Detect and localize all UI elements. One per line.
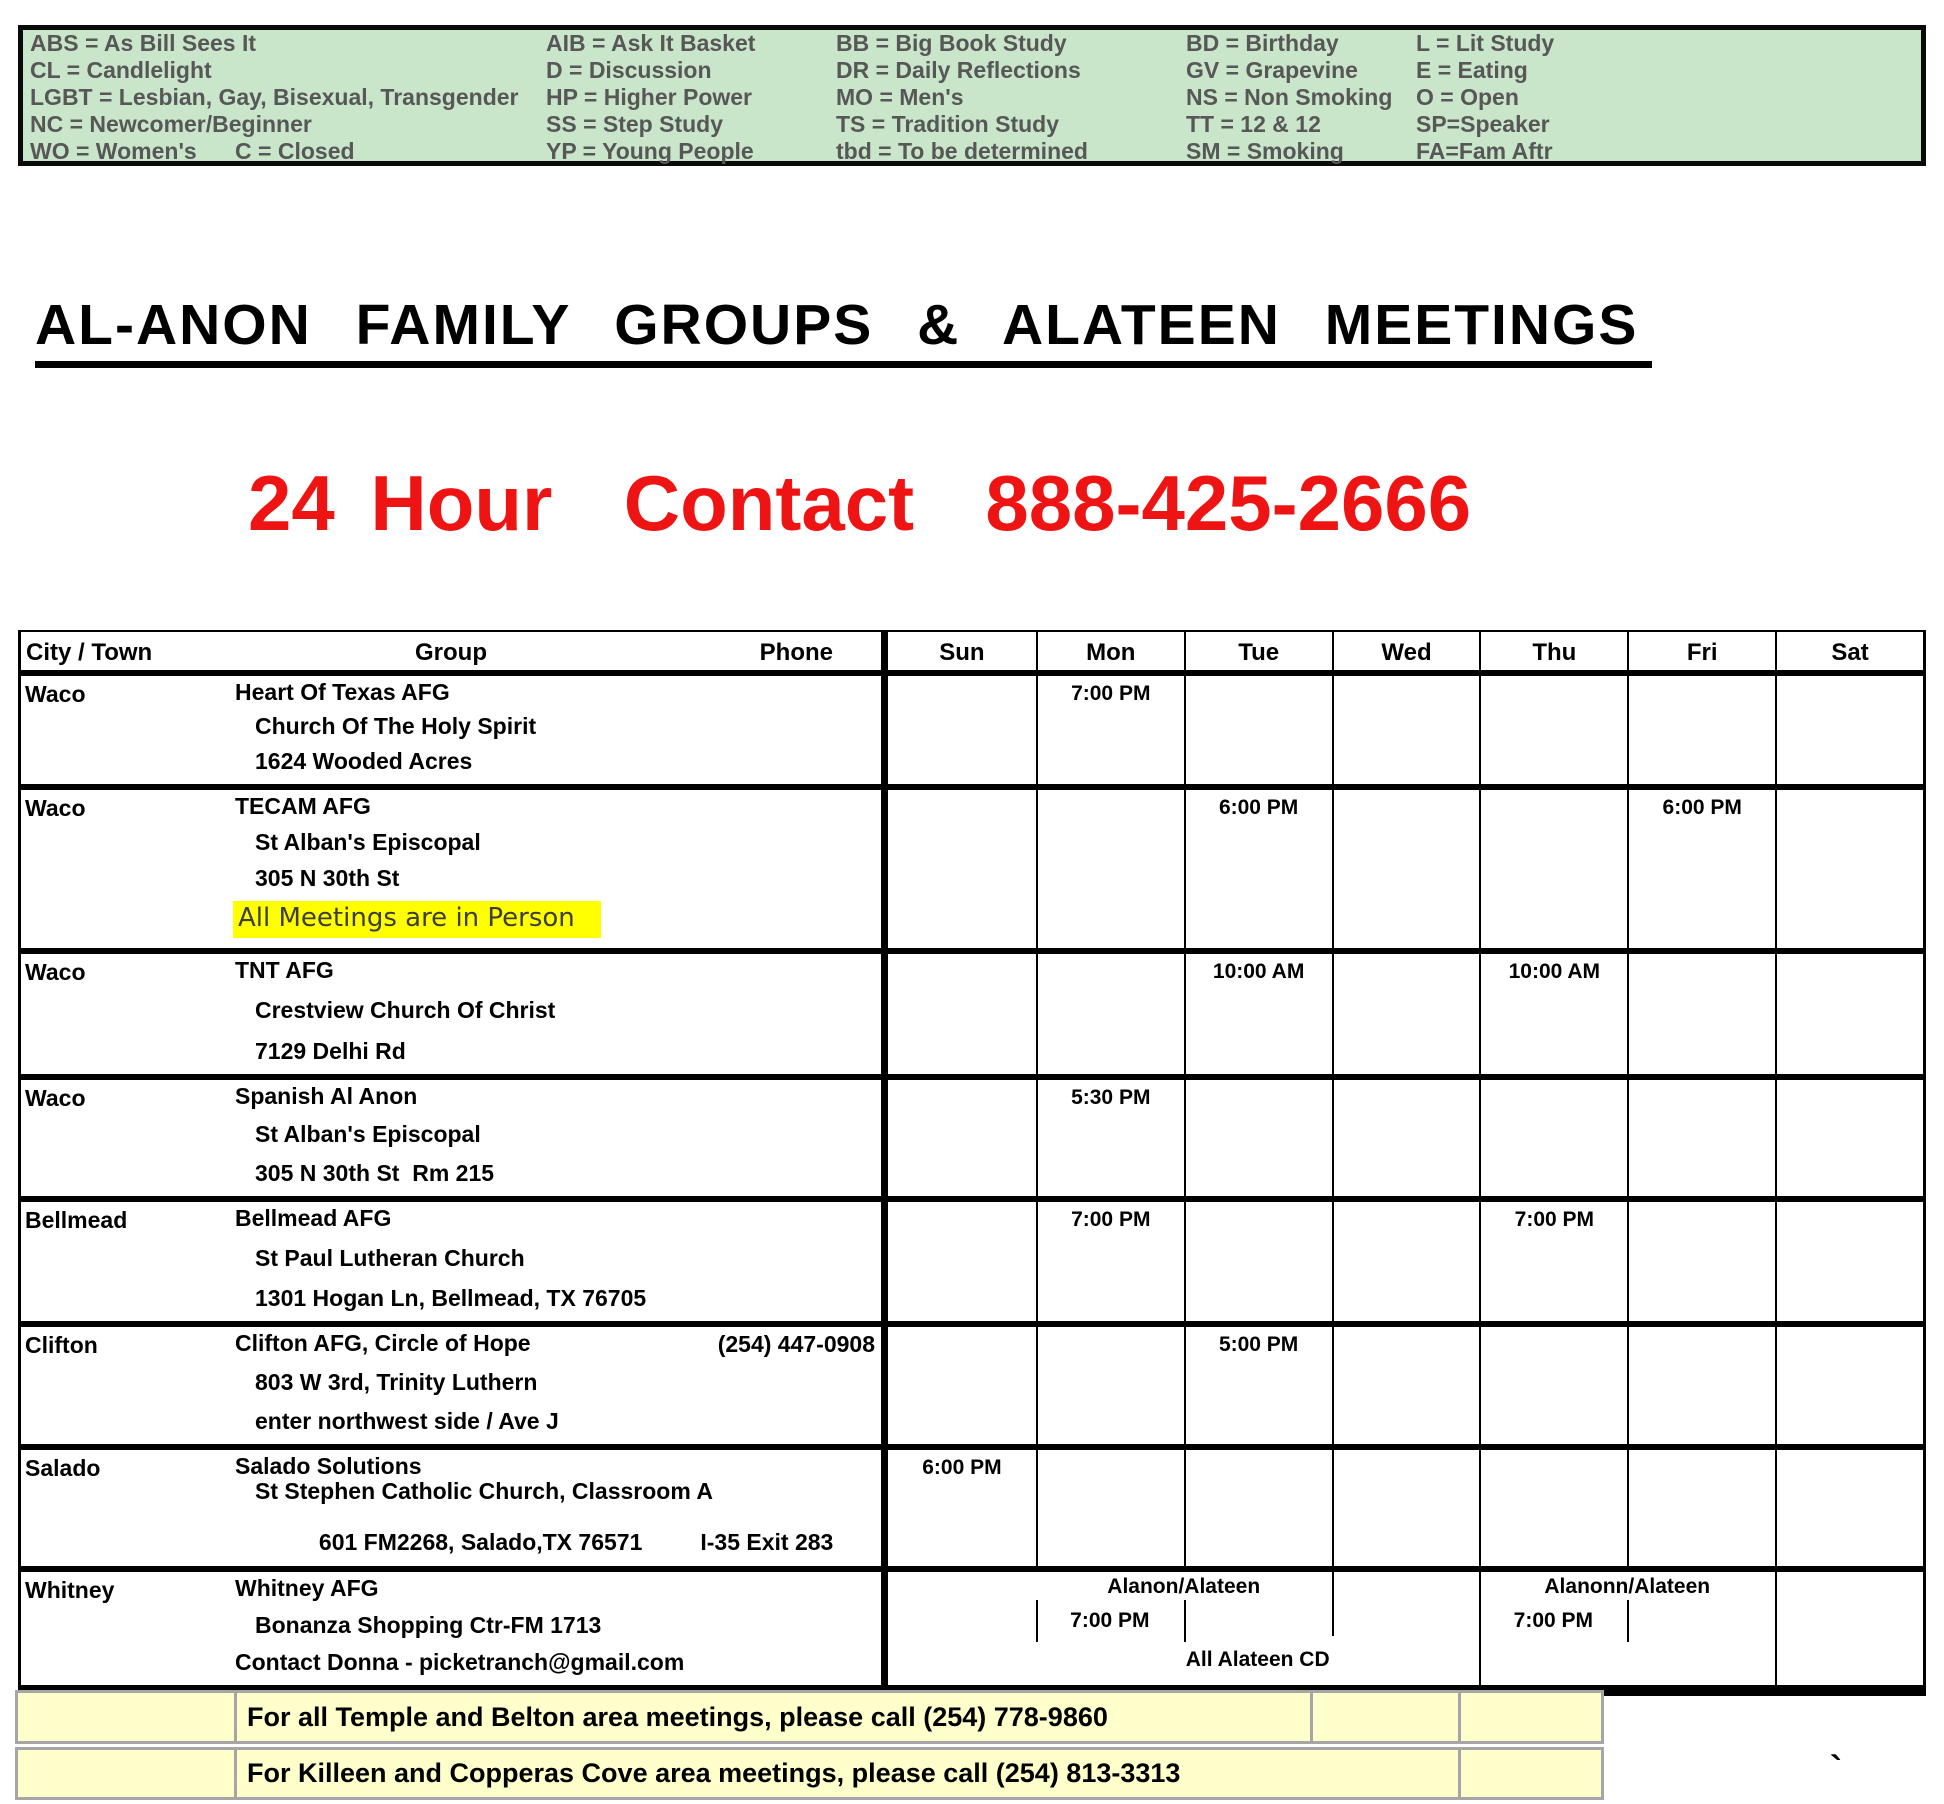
- group-location: St Paul Lutheran Church: [255, 1244, 525, 1271]
- grid-line: [1479, 1572, 1481, 1685]
- group-cell: [233, 1080, 881, 1196]
- time-fri: [1627, 954, 1775, 1074]
- time-tue: [1184, 1080, 1332, 1196]
- time-tue: 10:00 AM: [1184, 954, 1332, 1074]
- legend-entry: FA=Fam Aftr: [1416, 138, 1553, 164]
- legend-entry: WO = Women's C = Closed: [30, 138, 355, 164]
- table-row: [21, 1327, 1923, 1450]
- table-row: [21, 1080, 1923, 1202]
- col-header-group-phone: [233, 632, 881, 670]
- group-address: 1301 Hogan Ln, Bellmead, TX 76705: [255, 1284, 647, 1311]
- city-cell: Waco: [25, 1085, 86, 1111]
- time-sun: [888, 790, 1036, 948]
- time-mon: [1036, 954, 1184, 1074]
- table-row: [21, 676, 1923, 790]
- time-wed: [1332, 790, 1480, 948]
- footer-empty-cell: [1458, 1693, 1601, 1741]
- city-cell: Waco: [25, 959, 86, 985]
- col-header-wed: Wed: [1332, 632, 1480, 670]
- col-header-sat: Sat: [1775, 632, 1923, 670]
- group-address: 1624 Wooded Acres: [255, 747, 473, 774]
- legend-entry: ABS = As Bill Sees It: [30, 30, 257, 56]
- day-cells: [881, 676, 1923, 784]
- time-mon: [1036, 1327, 1184, 1444]
- group-name: Bellmead AFG: [235, 1205, 392, 1231]
- col-header-city: City / Town: [26, 639, 153, 666]
- legend-entry: CL = Candlelight: [30, 57, 212, 83]
- time-thu: 7:00 PM: [1513, 1609, 1594, 1632]
- time-thu: 10:00 AM: [1479, 954, 1627, 1074]
- group-location: 803 W 3rd, Trinity Luthern: [255, 1368, 538, 1395]
- time-wed: [1332, 1080, 1480, 1196]
- legend-entry: E = Eating: [1416, 57, 1528, 83]
- time-sun: [888, 954, 1036, 1074]
- legend-entry: SS = Step Study: [546, 111, 724, 137]
- time-fri: [1627, 676, 1775, 784]
- footer-note-temple-belton: For all Temple and Belton area meetings, please call (254) 778-9860: [234, 1693, 1310, 1741]
- footer-row: [15, 1690, 1604, 1744]
- legend-entry: YP = Young People: [546, 138, 754, 164]
- city-cell: Clifton: [25, 1332, 98, 1358]
- time-sat: [1775, 1202, 1923, 1321]
- time-sat: [1775, 954, 1923, 1074]
- group-contact: Contact Donna - picketranch@gmail.com: [235, 1648, 685, 1675]
- legend-entry: BD = Birthday: [1186, 30, 1339, 56]
- time-mon: [1036, 790, 1184, 948]
- time-mon: 7:00 PM: [1070, 1609, 1150, 1632]
- day-cells: [881, 1080, 1923, 1196]
- time-mon: 7:00 PM: [1036, 1202, 1184, 1321]
- time-wed: [1332, 954, 1480, 1074]
- time-tue: [1184, 1450, 1332, 1566]
- page-title: AL-ANON FAMILY GROUPS & ALATEEN MEETINGS: [35, 292, 1652, 368]
- time-sat: [1775, 1327, 1923, 1444]
- alanon-alateen-label: Alanonn/Alateen: [1544, 1575, 1711, 1598]
- group-cell: [233, 1572, 881, 1685]
- group-location: St Stephen Catholic Church, Classroom A: [255, 1478, 713, 1505]
- footer-empty-cell: [1458, 1750, 1601, 1797]
- footer-notes: [15, 1690, 1604, 1800]
- time-sun: [888, 1327, 1036, 1444]
- table-header-row: [21, 632, 1923, 676]
- day-cells: [881, 1202, 1923, 1321]
- footer-empty-cell: [18, 1750, 234, 1797]
- day-cells: [881, 790, 1923, 948]
- time-thu: [1479, 790, 1627, 948]
- grid-line: [1627, 1600, 1629, 1642]
- time-tue: [1184, 1202, 1332, 1321]
- col-header-group: Group: [415, 639, 487, 666]
- time-fri: [1627, 1327, 1775, 1444]
- legend-entry: SP=Speaker: [1416, 111, 1550, 137]
- legend-entry: tbd = To be determined: [836, 138, 1088, 164]
- time-sun: [888, 1080, 1036, 1196]
- time-sat: [1775, 790, 1923, 948]
- time-sun: [888, 676, 1036, 784]
- group-cell: [233, 1202, 881, 1321]
- group-address: 7129 Delhi Rd: [255, 1037, 406, 1064]
- legend-entry: LGBT = Lesbian, Gay, Bisexual, Transgender: [30, 84, 519, 110]
- legend-entry: HP = Higher Power: [546, 84, 753, 110]
- grid-line: [1036, 1600, 1038, 1642]
- col-header-thu: Thu: [1479, 632, 1627, 670]
- time-fri: 6:00 PM: [1627, 790, 1775, 948]
- time-thu: 7:00 PM: [1479, 1202, 1627, 1321]
- legend-entry: SM = Smoking: [1186, 138, 1344, 164]
- table-row: [21, 790, 1923, 954]
- time-sun: [888, 1202, 1036, 1321]
- group-cell: [233, 954, 881, 1074]
- group-location: St Alban's Episcopal: [255, 1121, 481, 1148]
- group-location: Crestview Church Of Christ: [255, 997, 556, 1024]
- table-row: [21, 1450, 1923, 1572]
- time-wed: [1332, 676, 1480, 784]
- col-header-mon: Mon: [1036, 632, 1184, 670]
- time-fri: [1627, 1450, 1775, 1566]
- group-location: Bonanza Shopping Ctr-FM 1713: [255, 1611, 602, 1638]
- group-cell: [233, 790, 881, 948]
- group-address-line: [255, 1505, 881, 1581]
- time-thu: [1479, 1327, 1627, 1444]
- time-sat: [1775, 676, 1923, 784]
- exit-note: I-35 Exit 283: [700, 1528, 834, 1555]
- group-name: TNT AFG: [235, 957, 334, 983]
- day-cells: [881, 954, 1923, 1074]
- day-headers: [881, 632, 1923, 670]
- city-cell: Waco: [25, 795, 86, 821]
- legend-entry: TT = 12 & 12: [1186, 111, 1321, 137]
- time-tue: [1184, 676, 1332, 784]
- group-address: 305 N 30th St: [255, 864, 400, 891]
- legend-entry: AIB = Ask It Basket: [546, 30, 756, 56]
- footer-empty-cell: [1310, 1693, 1458, 1741]
- group-address: enter northwest side / Ave J: [255, 1407, 559, 1434]
- group-phone-number: (254) 447-0908: [717, 1331, 875, 1357]
- grid-line: [1332, 1572, 1334, 1636]
- group-location: Church Of The Holy Spirit: [255, 713, 537, 740]
- footer-empty-cell: [18, 1693, 234, 1741]
- group-address: 305 N 30th St Rm 215: [255, 1159, 495, 1186]
- group-name: Salado Solutions: [235, 1453, 422, 1479]
- legend-box: [18, 25, 1926, 166]
- time-tue: 5:00 PM: [1184, 1327, 1332, 1444]
- time-fri: [1627, 1202, 1775, 1321]
- time-tue: 6:00 PM: [1184, 790, 1332, 948]
- alanon-alateen-label: Alanon/Alateen: [1107, 1575, 1261, 1598]
- day-cells: [881, 1327, 1923, 1444]
- group-cell: [233, 1450, 881, 1566]
- legend-entry: NS = Non Smoking: [1186, 84, 1393, 110]
- time-sun: 6:00 PM: [922, 1456, 1002, 1479]
- time-mon: 7:00 PM: [1036, 676, 1184, 784]
- group-cell: [233, 1327, 881, 1444]
- city-cell: Bellmead: [25, 1207, 128, 1233]
- col-header-tue: Tue: [1184, 632, 1332, 670]
- legend-entry: NC = Newcomer/Beginner: [30, 111, 312, 137]
- table-row: [21, 1572, 1923, 1693]
- time-mon: 5:30 PM: [1036, 1080, 1184, 1196]
- table-row: [21, 1202, 1923, 1327]
- group-cell: [233, 676, 881, 784]
- group-name: Whitney AFG: [235, 1575, 379, 1601]
- grid-line: [1775, 1572, 1777, 1685]
- group-name: Clifton AFG, Circle of Hope: [235, 1330, 531, 1356]
- footer-row: [15, 1747, 1604, 1800]
- group-location: St Alban's Episcopal: [255, 828, 481, 855]
- col-header-fri: Fri: [1627, 632, 1775, 670]
- time-wed: [1332, 1450, 1480, 1566]
- time-wed: [1332, 1202, 1480, 1321]
- city-cell: Whitney: [25, 1577, 115, 1603]
- group-address: 601 FM2268, Salado,TX 76571: [318, 1528, 643, 1555]
- day-cells: [881, 1450, 1923, 1566]
- legend-entry: TS = Tradition Study: [836, 111, 1059, 137]
- stray-tick-mark: `: [1830, 1748, 1842, 1789]
- group-name: Heart Of Texas AFG: [235, 679, 450, 705]
- legend-entry: DR = Daily Reflections: [836, 57, 1081, 83]
- legend-entry: MO = Men's: [836, 84, 964, 110]
- time-thu: [1479, 1080, 1627, 1196]
- contact-phone-line: 24 Hour Contact 888-425-2666: [248, 459, 1472, 547]
- grid-line: [1184, 1600, 1186, 1642]
- legend-entry: D = Discussion: [546, 57, 712, 83]
- group-name: Spanish Al Anon: [235, 1083, 418, 1109]
- legend-entry: O = Open: [1416, 84, 1519, 110]
- table-row: [21, 954, 1923, 1080]
- footer-note-killeen-copperas: For Killeen and Copperas Cove area meetings, please call (254) 813-3313: [234, 1750, 1458, 1797]
- group-name: TECAM AFG: [235, 793, 371, 819]
- col-header-phone: Phone: [759, 639, 833, 666]
- legend-entry: BB = Big Book Study: [836, 30, 1067, 56]
- meetings-table: [18, 630, 1926, 1696]
- time-sat: [1775, 1080, 1923, 1196]
- legend-entry: L = Lit Study: [1416, 30, 1555, 56]
- col-header-sun: Sun: [939, 639, 985, 666]
- alateen-cd-note: All Alateen CD: [1185, 1648, 1330, 1671]
- time-sat: [1775, 1450, 1923, 1566]
- time-fri: [1627, 1080, 1775, 1196]
- legend-entry: GV = Grapevine: [1186, 57, 1358, 83]
- time-wed: [1332, 1327, 1480, 1444]
- city-cell: Waco: [25, 681, 86, 707]
- time-mon: [1036, 1450, 1184, 1566]
- city-cell: Salado: [25, 1455, 101, 1481]
- day-cells-merged: [881, 1572, 1923, 1685]
- time-thu: [1479, 676, 1627, 784]
- highlighted-note: All Meetings are in Person: [233, 901, 601, 938]
- time-thu: [1479, 1450, 1627, 1566]
